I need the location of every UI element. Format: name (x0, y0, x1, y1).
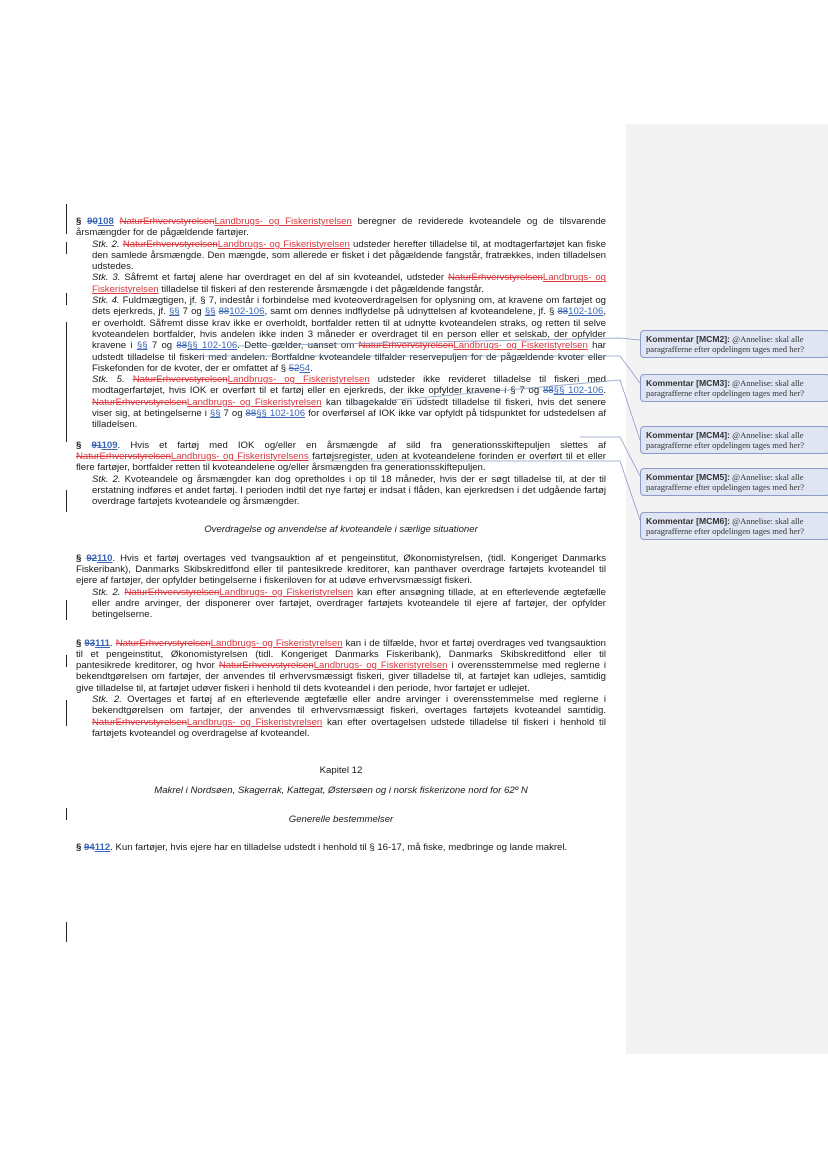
deleted-agency: NaturErhvervstyrelsen (132, 374, 228, 386)
comment-label: Kommentar [MCM3]: (646, 378, 731, 388)
inserted-agency: Landbrugs- og Fiskeristyrelsen (214, 216, 352, 227)
comment-balloon[interactable] (640, 426, 828, 454)
comment-label: Kommentar [MCM6]: (646, 516, 731, 526)
inserted-agency: Landbrugs- og Fiskeristyrelsen (92, 272, 606, 295)
text: . (110, 637, 116, 649)
section-mark: § (76, 439, 82, 451)
moved-new-ref: §§ 102-106 (553, 385, 604, 397)
moved-old-ref: 88 (245, 408, 257, 420)
text: Kvoteandele og årsmængder kan dog opretholdes i op til 18 måneder, hvis der er søgt tilladelse til, at der til erstatning indføres et andet fartøj. I perioden indtil det nye fartøj er indsat i flåden, kan ejerkredsen i det udgående fartøj overdrage fartøjets kvoteandele og årsmængder. (92, 473, 606, 508)
moved-ref: §§ (168, 306, 180, 318)
section-mark: § (76, 637, 82, 649)
inserted-agency: Landbrugs- og Fiskeristyrelsen (186, 396, 322, 408)
leader-line (350, 380, 640, 440)
text: 7 og (179, 306, 205, 318)
deleted-agency: NaturErhvervstyrelsen (92, 716, 187, 728)
text: udsteder ikke revideret tilladelse til fiskeri med modtagerfartøjet, hvis IOK er overført til et fartøj eller en ejerkreds, der ikke opfylder kravene i § 7 og (92, 374, 606, 397)
comment-label: Kommentar [MCM4]: (646, 430, 731, 440)
moved-old-number: 91 (91, 439, 102, 451)
comment-label: Kommentar [MCM5]: (646, 472, 731, 482)
text: 7 og (147, 340, 177, 352)
inserted-agency: Landbrugs- og Fiskeristyrelsen (227, 374, 370, 386)
text: . Hvis et fartøj overtages ved tvangsauktion af et pengeinstitut, Økonomistyrelsen, (tidl. Kongeriget Danmarks Fiskeribank), Danmarks Skibskreditfond eller til pantesikrede kreditorer, kan panthaver overdrage fartøjets kvoteandel til ejere af fartøjer, der opfylder betingelserne i fiskeriloven for at udøve erhvervsmæssigt fiskeri. (76, 552, 606, 587)
section-mark: § (76, 552, 82, 564)
comment-author: @Annelise: (730, 378, 774, 388)
text: kan i de tilfælde, hvor et fartøj overdrages ved tvangsauktion til et pengeinstitut, Økonomistyrelsen (tidl. Kongeriget Danmarks Fiskeribank), Danmarks Skibskreditfond eller til pantesikrede kreditorer, og hvor (76, 637, 606, 672)
moved-old-ref: 88 (218, 306, 230, 318)
leader-line (236, 338, 640, 346)
leader-line (580, 437, 640, 476)
comment-body: skal alle paragrafferne efter opdelingen tages med her? (646, 516, 805, 536)
comment-body: skal alle paragrafferne efter opdelingen tages med her? (646, 472, 805, 492)
deleted-agency: NaturErhvervstyrelsen (76, 450, 171, 462)
stk-label: Stk. 3. (92, 272, 121, 284)
stk-label: Stk. 2. (92, 238, 120, 250)
moved-old-ref: 88 (542, 385, 554, 397)
deleted-agency: NaturErhvervstyrelsen (119, 216, 215, 227)
moved-old-number: 92 (86, 552, 97, 564)
text: , samt om dennes indflydelse på udnyttelsen af kvoteandelene, jf. § (264, 306, 558, 318)
section-mark: § (76, 842, 82, 854)
stk-label: Stk. 4. (92, 295, 120, 307)
leader-line (330, 461, 640, 520)
comment-author: @Annelise: (730, 516, 774, 526)
moved-new-ref: §§ 102-106 (187, 340, 238, 352)
stk-label: Stk. 5. (92, 374, 125, 386)
comment-balloon[interactable] (640, 512, 828, 540)
moved-old-ref: 88 (176, 340, 188, 352)
text: . (310, 362, 313, 374)
moved-old-ref: 88 (557, 306, 569, 318)
stk-label: Stk. 2. (92, 693, 122, 705)
moved-new-ref: §§ 102-106 (256, 408, 306, 420)
deleted-agency: NaturErhvervstyrelsen (92, 396, 187, 408)
deleted-agency: NaturErhvervstyrelsen (358, 340, 454, 352)
stk-label: Stk. 2. (92, 586, 121, 598)
moved-new-number: 111 (95, 637, 111, 649)
moved-ref: §§ (204, 306, 216, 318)
text: . Dette gælder, uanset om (237, 340, 359, 352)
deleted-agency: NaturErhvervstyrelsen (115, 637, 211, 649)
text: har udstedt tilladelse til fiskeri med andelen. Bortfaldne kvoteandele tilfalder reservepuljen for de pågældende kvoter eller Fiskefonden for de kvoter, der er omfattet af § (92, 340, 606, 374)
comment-body: skal alle paragrafferne efter opdelingen tages med her? (646, 378, 805, 398)
text: kan efter ansøgning tillade, at en efterlevende ægtefælle eller andre arvinger, der disponerer over fartøjet, overdrager fartøjets kvoteandele til ejere af fartøjer, der opfylder betingelserne. (92, 586, 606, 621)
moved-old-number: 93 (84, 637, 96, 649)
inserted-agency: Landbrugs- og Fiskeristyrelsen (210, 637, 343, 649)
section-mark: § (76, 216, 82, 227)
chapter-title: Makrel i Nordsøen, Skagerrak, Kattegat, Østersøen og i norsk fiskerizone nord for 62º N (154, 785, 528, 797)
comment-body: skal alle paragrafferne efter opdelingen tages med her? (646, 334, 805, 354)
text: kan tilbagekalde en udstedt tilladelse til fiskeri, hvis det senere viser sig, at betingelserne i (92, 396, 606, 420)
comment-balloon[interactable] (640, 468, 828, 496)
inserted-agency: Landbrugs- og Fiskeristyrelsen (453, 340, 588, 352)
moved-ref: §§ (136, 340, 148, 352)
text: for overførsel af IOK ikke var opfyldt på tidspunktet for udstedelsen af tilladelsen. (92, 408, 606, 431)
stk-label: Stk. 2. (92, 473, 121, 485)
deleted-agency: NaturErhvervstyrelsen (447, 272, 543, 284)
moved-new-number: 108 (97, 216, 114, 227)
inserted-agency: Landbrugs- og Fiskeristyrelsen (217, 238, 350, 250)
moved-new-number: 110 (97, 552, 113, 564)
moved-new-ref: 102-106 (229, 306, 265, 318)
text: . (603, 385, 607, 397)
moved-new-number: 109 (101, 439, 118, 451)
text: i overensstemmelse med reglerne i bekendtgørelsen om fartøjer, der anvendes til erhvervsmæssigt fiskeri, giver tilladelse til, at fartøjet kan udlejes, samtidig give tilladelse til, at fartøjet udøver fiskeri i henhold til dets kvoteandel i den periode, hvor fartøjet er udlejet. (76, 660, 606, 694)
moved-new-ref: 54 (299, 362, 311, 374)
text: Overtages et fartøj af en efterlevende ægtefælle eller andre arvinger i overensstemmelse med reglerne i bekendtgørelsen om fartøjer, der anvendes til erhvervsmæssigt fiskeri, overtages fartøjets kvoteandel samtidig. (92, 693, 606, 717)
moved-ref: §§ (209, 408, 221, 420)
moved-old-ref: 52 (288, 362, 300, 374)
inserted-agency: Landbrugs- og Fiskeristyrelsen (186, 716, 323, 728)
comment-balloon[interactable] (640, 374, 828, 402)
moved-new-ref: 102-106 (568, 306, 604, 318)
section-heading: Generelle bestemmelser (288, 813, 394, 825)
text: . Kun fartøjer, hvis ejere har en tilladelse udstedt i henhold til § 16-17, må fiske, medbringe og lande makrel. (110, 842, 568, 854)
text: , er overholdt. Såfremt disse krav ikke er overholdt, bortfalder retten til at udnytte kvoteandelen straks, og retten til selve kvoteandelen bortfalder, hvis andelen ikke inden 3 måneder er overdraget til en person eller et selskab, der opfylder kravene i (92, 306, 606, 352)
text: Fuldmægtigen, jf. § 7, indestår i forbindelse med kvoteoverdragelsen for oplysning om, at kravene om fartøjet og dets ejerkreds, jf. (92, 295, 606, 318)
comment-author: @Annelise: (730, 472, 774, 482)
text: beregner de reviderede kvoteandele og de tilsvarende årsmængder for de pågældende fartøjer. (76, 216, 606, 239)
inserted-agency: Landbrugs- og Fiskeristyrelsen (219, 586, 354, 598)
comment-balloon[interactable] (640, 330, 828, 358)
deleted-agency: NaturErhvervstyrelsen (218, 660, 314, 672)
text: . Hvis et fartøj med IOK og/eller en årsmængde af sild fra generationsskiftepuljen slettes af (117, 439, 606, 451)
moved-new-number: 112 (94, 842, 111, 854)
text: udsteder herefter tilladelse til, at modtagerfartøjet kan fiske den samlede årsmængde. Den mængde, som allerede er fisket i det pågældende fangstår, fratrækkes, inden tilladelsen udstedes. (92, 238, 606, 273)
moved-old-number: 90 (87, 216, 98, 227)
inserted-agency: Landbrugs- og Fiskeristyrelsen (313, 660, 448, 672)
comment-body: skal alle paragrafferne efter opdelingen tages med her? (646, 430, 805, 450)
deleted-agency: NaturErhvervstyrelsen (124, 586, 220, 598)
moved-old-number: 94 (84, 842, 95, 854)
chapter-number: Kapitel 12 (319, 765, 363, 777)
text: tilladelse til fiskeri af den resterende årsmængde i det pågældende fangstår. (158, 283, 484, 295)
comment-author: @Annelise: (730, 430, 774, 440)
inserted-agency: Landbrugs- og Fiskeristyrelsens (170, 450, 309, 462)
comment-label: Kommentar [MCM2]: (646, 334, 731, 344)
text: 7 og (220, 408, 246, 420)
text: kan efter overtagelsen udstede tilladelse til fiskeri i henhold til fartøjets kvoteandel og overdragelse af kvoteandel. (92, 716, 606, 739)
text: fartøjsregister, uden at kvoteandelene forinden er overført til et eller flere fartøjer, bortfalder retten til kvoteandelene og/eller årsmængden fra generationsskiftepuljen. (76, 450, 606, 474)
text: Såfremt et fartøj alene har overdraget en del af sin kvoteandel, udsteder (120, 272, 448, 284)
deleted-agency: NaturErhvervstyrelsen (122, 238, 218, 250)
section-heading: Overdragelse og anvendelse af kvoteandele i særlige situationer (204, 524, 478, 536)
leader-line (200, 356, 640, 386)
comment-author: @Annelise: (730, 334, 774, 344)
